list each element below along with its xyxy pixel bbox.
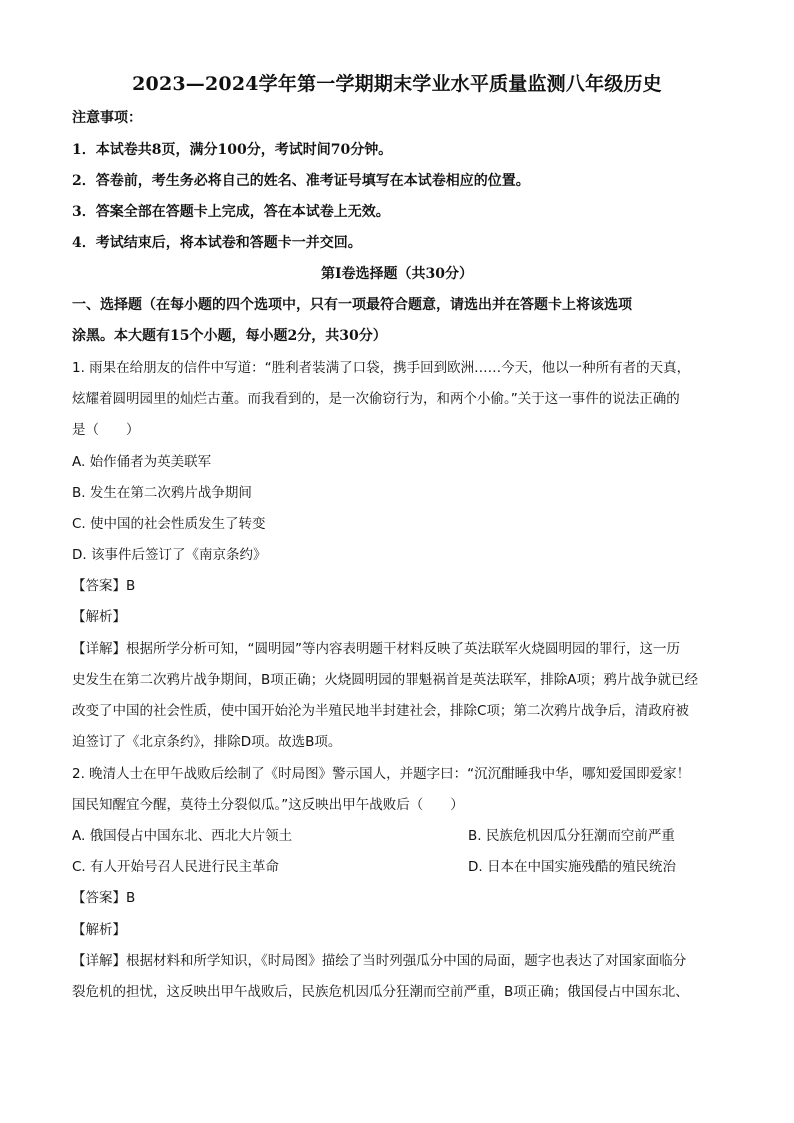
notice-heading: 注意事项： [72, 110, 142, 126]
answer: 【答案】B [72, 578, 136, 594]
detail-text: 改变了中国的社会性质，使中国开始沦为半殖民地半封建社会，排除C项；第二次鸦片战争后，清政府被 [72, 703, 689, 719]
part-instruction: 涂黑。本大题有15个小题，每小题2分，共30分） [72, 328, 387, 344]
option: C. 使中国的社会性质发生了转变 [72, 516, 266, 532]
analysis-label: 【解析】 [72, 609, 126, 625]
option: A. 俄国侵占中国东北、西北大片领土 [72, 828, 293, 844]
part-instruction: 一、选择题（在每小题的四个选项中，只有一项最符合题意，请选出并在答题卡上将该选项 [72, 297, 632, 313]
option: D. 该事件后签订了《南京条约》 [72, 547, 267, 563]
notice-item: 1．本试卷共8页，满分100分，考试时间70分钟。 [72, 142, 393, 158]
option: B. 发生在第二次鸦片战争期间 [72, 485, 252, 501]
question-stem: 1. 雨果在给朋友的信件中写道：“胜利者装满了口袋，携手回到欧洲……今天，他以一种所有者的天真， [72, 360, 691, 376]
question-stem: 国民知醒宜今醒，莫待土分裂似瓜。”这反映出甲午战败后（ ） [72, 797, 464, 813]
question-stem: 是（ ） [72, 422, 140, 438]
option: D. 日本在中国实施残酷的殖民统治 [468, 859, 676, 875]
detail-text: 【详解】根据所学分析可知，“圆明园”等内容表明题干材料反映了英法联军火烧圆明园的罪行，这一历 [72, 641, 680, 657]
notice-item: 3．答案全部在答题卡上完成，答在本试卷上无效。 [72, 204, 390, 220]
option: A. 始作俑者为英美联军 [72, 454, 212, 470]
option: B. 民族危机因瓜分狂潮而空前严重 [468, 828, 675, 844]
question-stem: 2. 晚清人士在甲午战败后绘制了《时局图》警示国人，并题字曰：“沉沉酣睡我中华，哪知爱国即爱家！ [72, 766, 691, 782]
detail-text: 迫签订了《北京条约》，排除D项。故选B项。 [72, 734, 342, 750]
section-title: 第Ⅰ卷选择题（共30分） [320, 266, 474, 282]
notice-item: 4．考试结束后，将本试卷和答题卡一并交回。 [72, 235, 362, 251]
detail-text: 【详解】根据材料和所学知识，《时局图》描绘了当时列强瓜分中国的局面，题字也表达了对国家面临分 [72, 953, 687, 969]
question-stem: 炫耀着圆明园里的灿烂古董。而我看到的，是一次偷窃行为，和两个小偷。”关于这一事件的说法正确的 [72, 391, 680, 407]
page-title: 2023—2024学年第一学期期末学业水平质量监测八年级历史 [132, 73, 662, 95]
detail-text: 裂危机的担忧，这反映出甲午战败后，民族危机因瓜分狂潮而空前严重，B项正确；俄国侵占中国东北、 [72, 984, 689, 1000]
notice-item: 2．答卷前，考生务必将自己的姓名、准考证号填写在本试卷相应的位置。 [72, 173, 530, 189]
detail-text: 史发生在第二次鸦片战争期间，B项正确；火烧圆明园的罪魁祸首是英法联军，排除A项；鸦片战争就已经 [72, 672, 698, 688]
option: C. 有人开始号召人民进行民主革命 [72, 859, 280, 875]
analysis-label: 【解析】 [72, 922, 126, 938]
option-row [72, 826, 722, 846]
option-row [72, 857, 722, 877]
answer: 【答案】B [72, 890, 136, 906]
